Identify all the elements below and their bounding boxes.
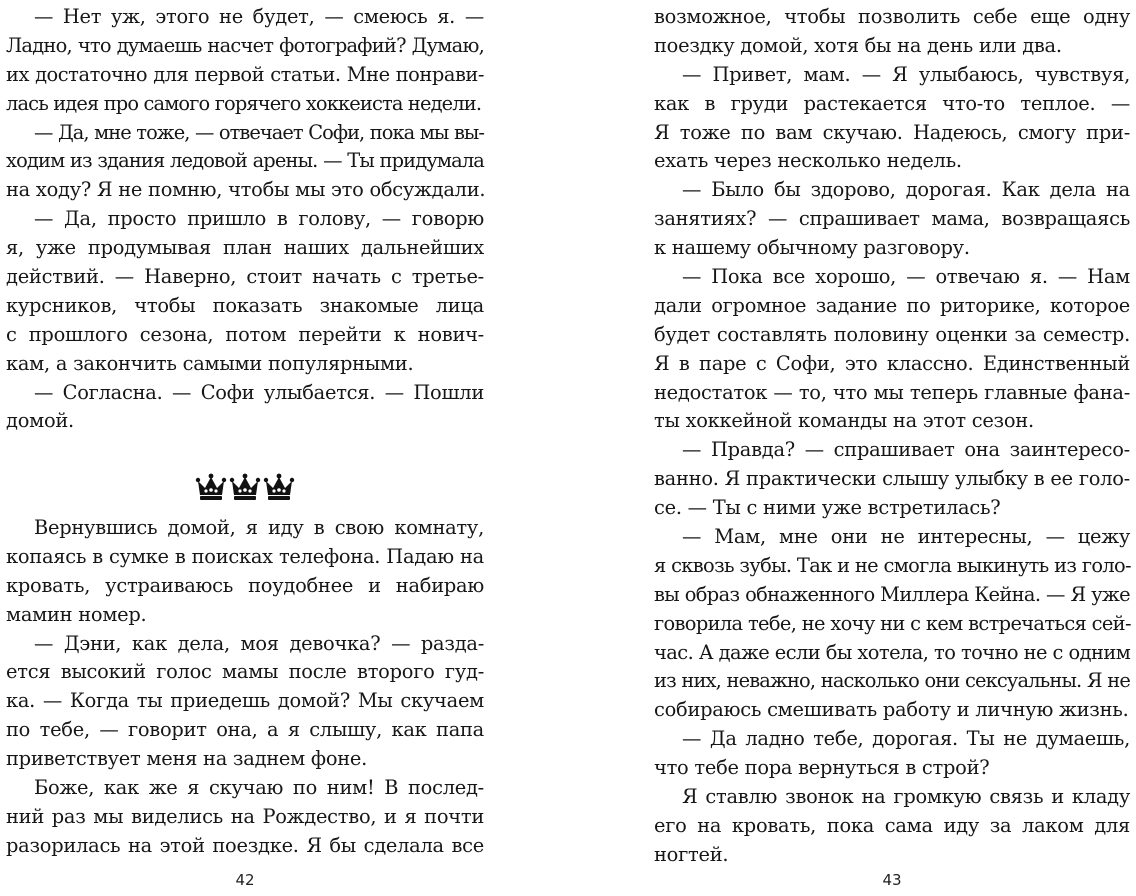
page-number: 42: [235, 871, 255, 889]
text-line: ногтей.: [654, 842, 729, 866]
text-line: на ходу? Я не помню, чтобы мы это обсуждали.: [6, 178, 486, 202]
text-line: — Да, мне тоже, — отвечает Софи, пока мы вы-: [34, 120, 484, 144]
text-line: копаясь в сумке в поисках телефона. Падаю на: [6, 544, 484, 568]
text-line: — Мам, мне они не интересны, — цежу: [682, 525, 1130, 549]
text-line: ка. — Когда ты приедешь домой? Мы скучаем: [6, 689, 484, 713]
text-line: поездку домой, хотя бы на день или два.: [654, 33, 1062, 57]
left-page-text-top: [6, 3, 484, 436]
text-line: говорила тебе, не хочу ни с кем встречаться сей-: [654, 611, 1131, 635]
text-line: я, уже продумывая план наших дальнейших: [6, 236, 484, 260]
text-line: по тебе, — говорит она, а я слышу, как папа: [6, 718, 484, 742]
text-line: Вернувшись домой, я иду в свою комнату,: [34, 516, 484, 539]
section-break-ornament: [6, 470, 484, 504]
crown-icon: [263, 472, 295, 502]
text-line: ехать через несколько недель.: [654, 149, 962, 173]
text-line: возможное, чтобы позволить себе еще одну: [654, 5, 1130, 28]
text-line: — Да ладно тебе, дорогая. Ты не думаешь,: [682, 727, 1130, 751]
text-line: будет составлять половину оценки за семестр.: [654, 322, 1130, 346]
text-line: недостаток — то, что мы теперь главные фана-: [654, 380, 1130, 404]
text-line: — Привет, мам. — Я улыбаюсь, чувствуя,: [682, 62, 1130, 86]
text-line: — Нет уж, этого не будет, — смеюсь я. —: [34, 5, 484, 28]
left-page-text-bottom: [6, 514, 484, 861]
text-line: Ладно, что думаешь насчет фотографий? Думаю,: [6, 33, 484, 57]
text-line: кам, а закончить самыми популярными.: [6, 351, 414, 375]
text-line: — Согласна. — Софи улыбается. — Пошли: [34, 380, 484, 404]
text-line: что тебе пора вернуться в строй?: [654, 756, 990, 780]
page-number: 43: [882, 871, 902, 889]
text-line: я сквозь зубы. Так и не смогла выкинуть из голо-: [654, 553, 1131, 577]
text-line: Я ставлю звонок на громкую связь и кладу: [682, 785, 1130, 809]
text-line: мамин номер.: [6, 602, 147, 626]
crown-icon: [195, 472, 227, 502]
text-line: Я тоже по вам скучаю. Надеюсь, смогу при-: [654, 120, 1130, 144]
text-line: ний раз мы виделись на Рождество, и я почти: [6, 804, 484, 828]
text-line: лась идея про самого горячего хоккеиста недели.: [6, 91, 482, 115]
text-line: се. — Ты с ними уже встретилась?: [654, 496, 1001, 520]
text-line: домой.: [6, 409, 74, 433]
text-line: — Было бы здорово, дорогая. Как дела на: [682, 178, 1130, 202]
text-line: действий. — Наверно, стоит начать с третье-: [6, 265, 484, 289]
text-line: их достаточно для первой статьи. Мне понрави-: [6, 62, 484, 86]
text-line: — Пока все хорошо, — отвечаю я. — Нам: [682, 265, 1130, 289]
text-line: час. А даже если бы хотела, то точно не с одним: [654, 640, 1131, 664]
text-line: ется высокий голос мамы после второго гуд-: [6, 660, 484, 684]
text-line: — Дэни, как дела, моя девочка? — разда-: [34, 631, 484, 655]
text-line: с прошлого сезона, потом перейти к нович-: [6, 322, 484, 346]
text-line: — Да, просто пришло в голову, — говорю: [34, 207, 484, 231]
text-line: его на кровать, пока сама иду за лаком для: [654, 813, 1130, 837]
text-line: Боже, как же я скучаю по ним! В послед-: [34, 776, 484, 800]
text-line: — Правда? — спрашивает она заинтересо-: [682, 438, 1130, 462]
right-page: [654, 0, 1130, 896]
right-page-text: [654, 3, 1130, 870]
text-line: к нашему обычному разговору.: [654, 236, 970, 260]
text-line: ты хоккейной команды на этот сезон.: [654, 409, 1034, 433]
text-line: дали огромное задание по риторике, которое: [654, 293, 1130, 317]
text-line: занятиях? — спрашивает мама, возвращаясь: [654, 207, 1130, 231]
text-line: Я в паре с Софи, это классно. Единственный: [654, 351, 1130, 375]
text-line: разорилась на этой поездке. Я бы сделала все: [6, 833, 484, 857]
text-line: как в груди растекается что-то теплое. —: [654, 91, 1130, 115]
crown-icon: [229, 472, 261, 502]
text-line: ванно. Я практически слышу улыбку в ее голо-: [654, 467, 1130, 491]
text-line: собираюсь смешивать работу и личную жизнь.: [654, 698, 1129, 722]
text-line: приветствует меня на заднем фоне.: [6, 747, 368, 771]
left-page: [6, 0, 484, 896]
text-line: кровать, устраиваюсь поудобнее и набираю: [6, 573, 484, 597]
text-line: вы образ обнаженного Миллера Кейна. — Я уже: [654, 582, 1130, 606]
text-line: курсников, чтобы показать знакомые лица: [6, 293, 484, 317]
text-line: ходим из здания ледовой арены. — Ты придумала: [6, 149, 484, 173]
text-line: из них, неважно, насколько они сексуальны. Я не: [654, 669, 1130, 693]
